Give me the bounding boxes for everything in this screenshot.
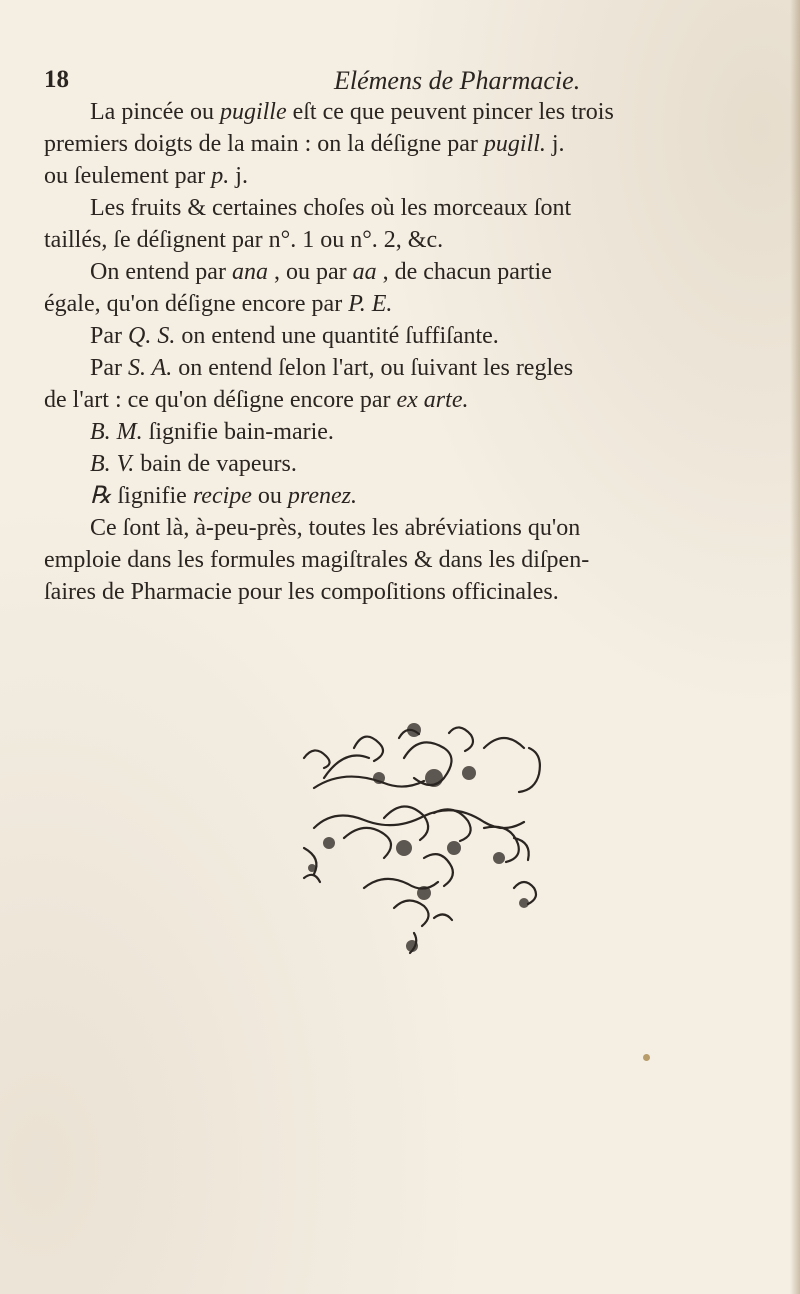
page-number: 18 [44, 66, 69, 93]
paragraph-sa-line-2: de l'art : ce qu'on déſigne encore par ex arte. [44, 387, 469, 413]
paragraph-ana-line-2: égale, qu'on déſigne encore par P. E. [44, 291, 393, 317]
paragraph-qs-line-1: Par Q. S. on entend une quantité ſuffiſante. [90, 323, 499, 349]
paper-stain [643, 1054, 650, 1061]
page-edge-shadow [790, 0, 800, 1294]
paragraph-bv-line-1: B. V. bain de vapeurs. [90, 451, 297, 477]
paragraph-fruits-line-2: taillés, ſe déſignent par n°. 1 ou n°. 2, &c. [44, 227, 444, 253]
paragraph-fruits-line-1: Les fruits & certaines choſes où les morceaux ſont [90, 195, 572, 221]
paragraph-sa-line-1: Par S. A. on entend ſelon l'art, ou ſuivant les regles [90, 355, 574, 381]
paragraph-pugille-line-1: La pincée ou pugille eſt ce que peuvent pincer les trois [90, 99, 614, 125]
recipe-symbol: ℞ [90, 483, 112, 509]
paragraph-bm-line-1: B. M. ſignifie bain-marie. [90, 419, 334, 445]
running-title: Elémens de Pharmacie. [334, 66, 581, 95]
paragraph-abbreviations-line-3: ſaires de Pharmacie pour les compoſitions officinales. [44, 579, 559, 605]
paragraph-pugille-line-3: ou ſeulement par p. j. [44, 163, 248, 189]
paragraph-ana-line-1: On entend par ana , ou par aa , de chacun partie [90, 259, 552, 285]
paragraph-abbreviations-line-2: emploie dans les formules magiſtrales & dans les diſpen- [44, 547, 590, 573]
body-text [44, 96, 784, 608]
paragraph-pugille-line-2: premiers doigts de la main : on la déſigne par pugill. j. [44, 131, 565, 157]
floral-cul-de-lampe-icon [284, 718, 574, 958]
paragraph-recipe-line-1: ℞ ſignifie recipe ou prenez. [90, 483, 358, 509]
paragraph-abbreviations-line-1: Ce ſont là, à-peu-près, toutes les abréviations qu'on [90, 515, 581, 541]
